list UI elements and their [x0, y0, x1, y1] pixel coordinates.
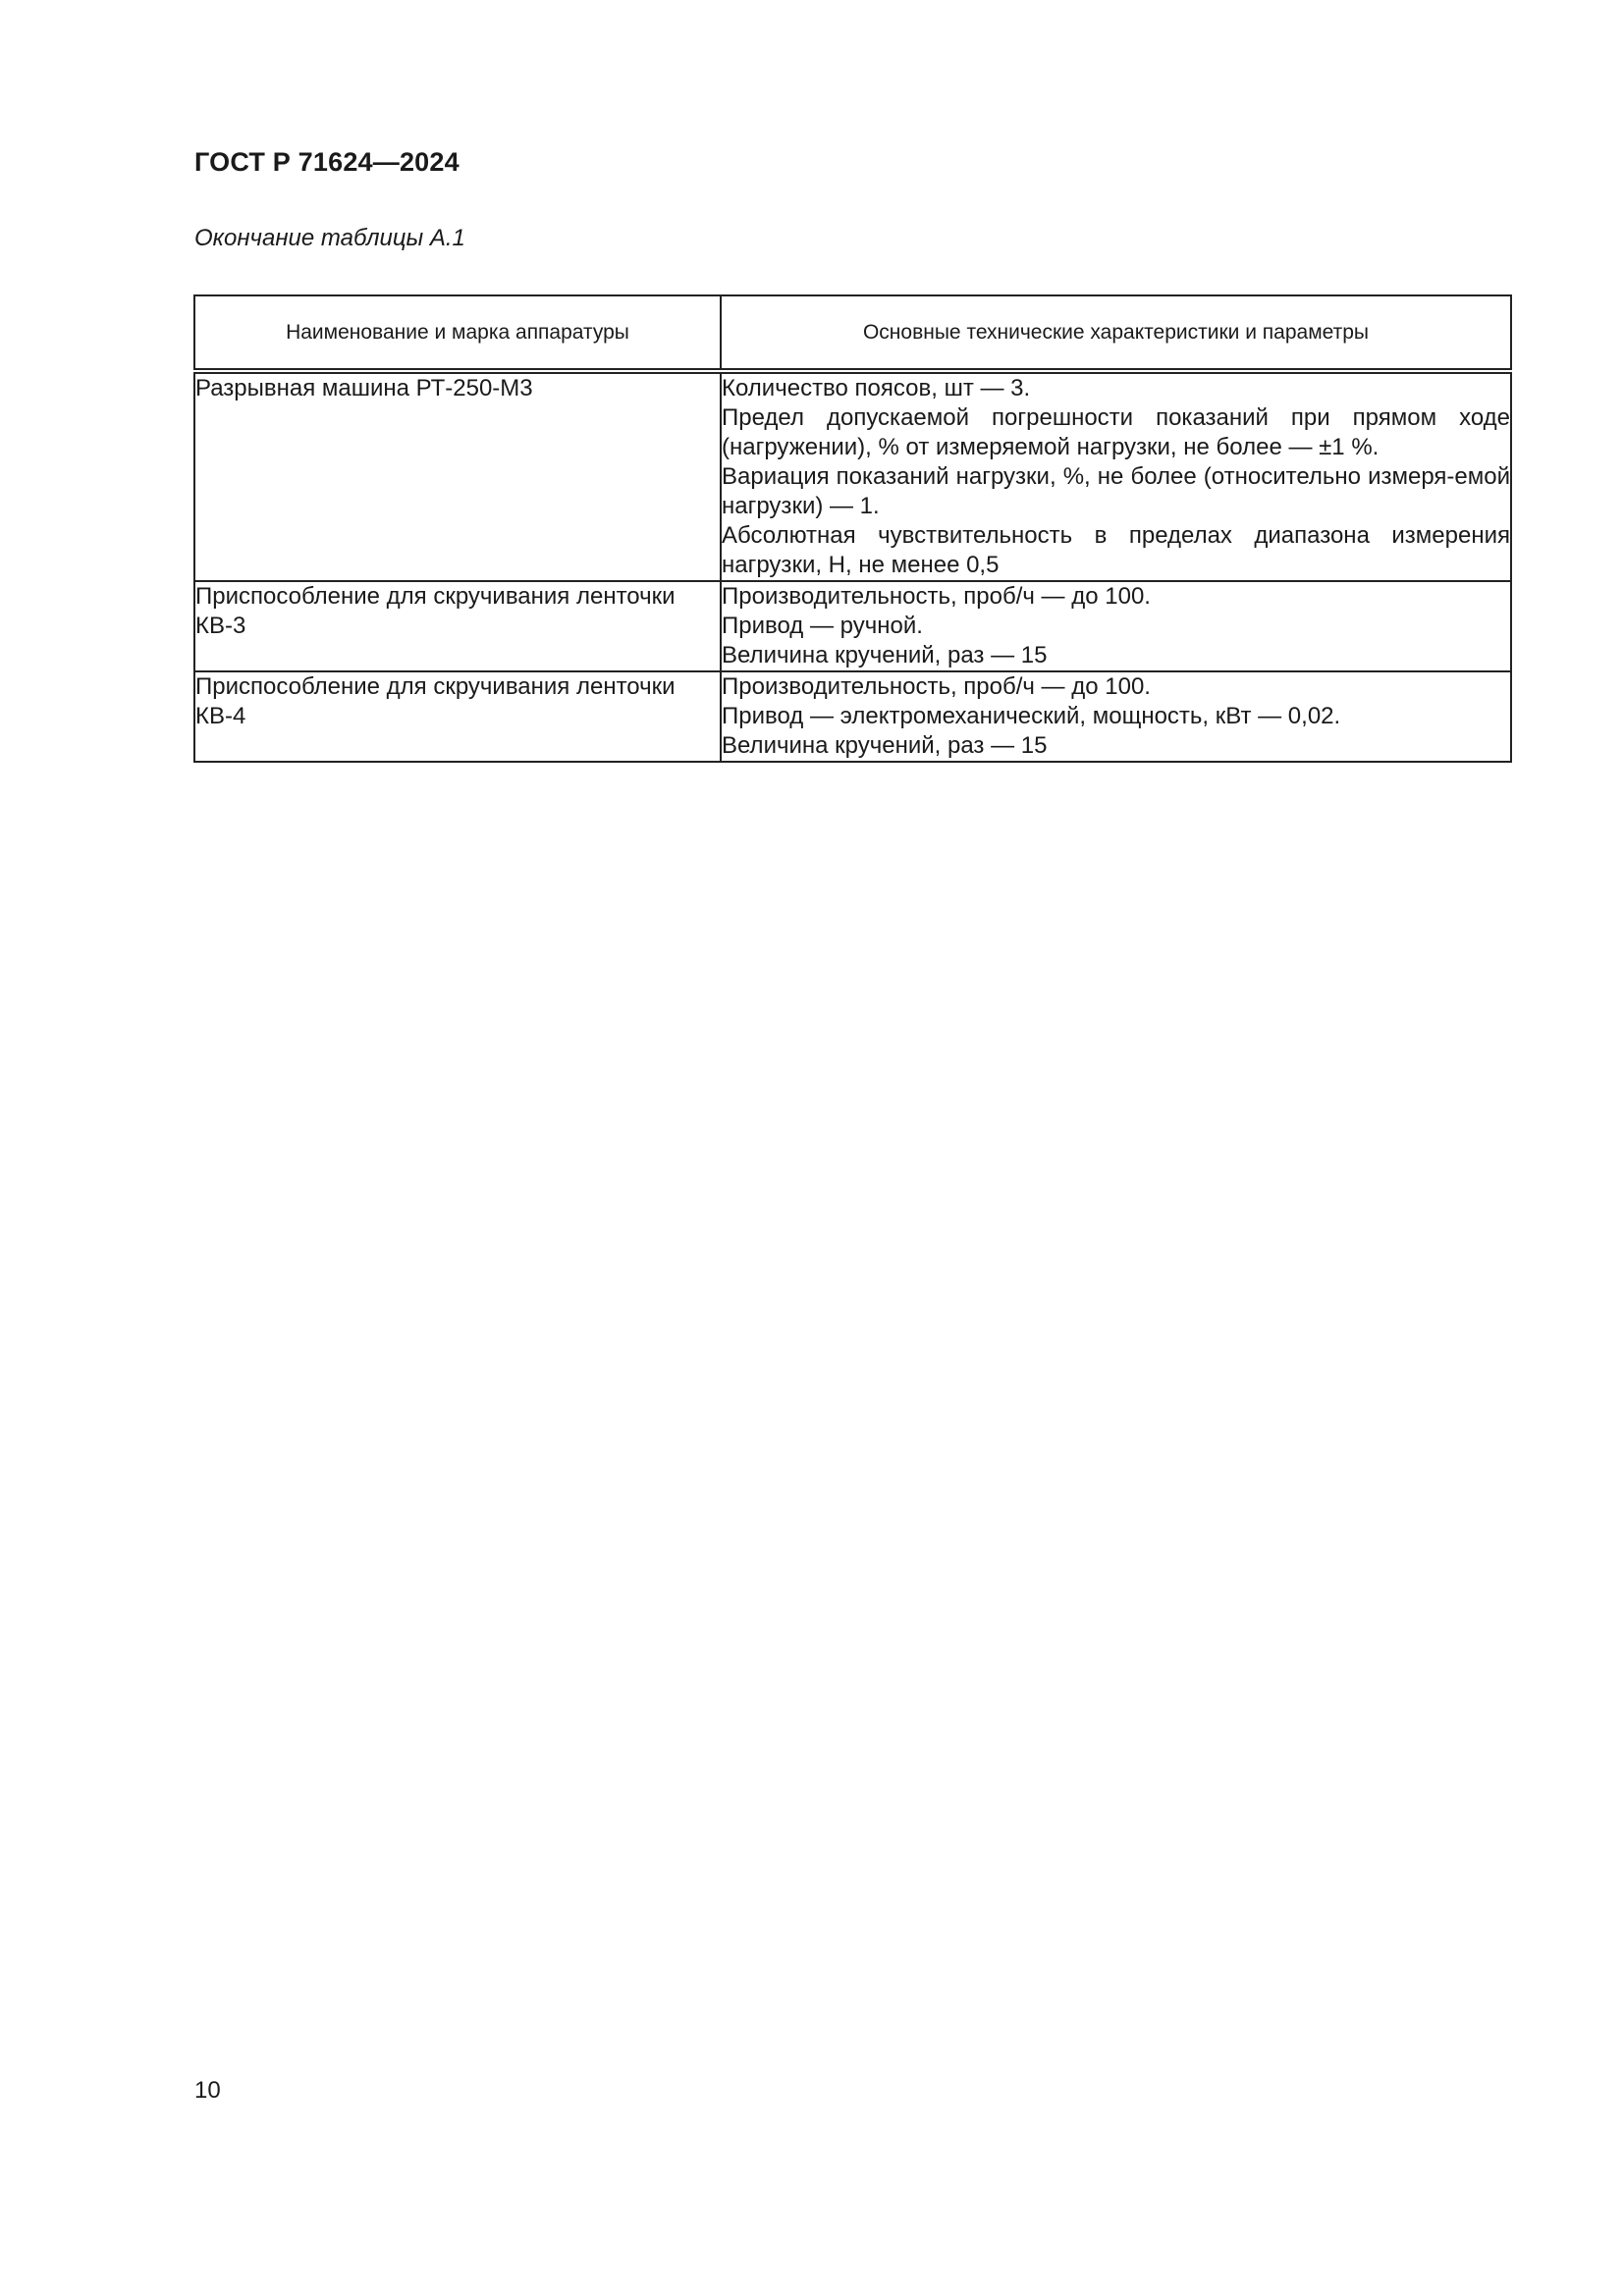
spec-line: Производительность, проб/ч — до 100.: [722, 583, 1151, 610]
table-row: [194, 371, 1511, 581]
equipment-name: Приспособление для скручивания ленточки КВ-4: [195, 673, 676, 729]
equipment-specs-cell: [721, 371, 1511, 581]
equipment-name-cell: [194, 671, 721, 762]
equipment-table: [193, 294, 1512, 763]
equipment-name-cell: [194, 581, 721, 671]
spec-line: Предел допускаемой погрешности показаний при прямом ходе (нагружении), % от измеряемой нагрузки, не более — ±1 %.: [722, 404, 1510, 460]
equipment-specs-cell: [721, 671, 1511, 762]
spec-line: Количество поясов, шт — 3.: [722, 375, 1031, 401]
table-row: [194, 581, 1511, 671]
spec-line: Вариация показаний нагрузки, %, не более (относительно измеря-емой нагрузки) — 1.: [722, 463, 1510, 519]
equipment-specs-cell: [721, 581, 1511, 671]
spec-line: Величина кручений, раз — 15: [722, 642, 1048, 668]
column-header-name: Наименование и марка аппаратуры: [194, 295, 721, 371]
spec-line: Абсолютная чувствительность в пределах диапазона измерения нагрузки, Н, не менее 0,5: [722, 522, 1510, 578]
spec-line: Привод — электромеханический, мощность, кВт — 0,02.: [722, 703, 1341, 729]
page-number: 10: [194, 2077, 221, 2104]
column-header-specs: Основные технические характеристики и параметры: [721, 295, 1511, 371]
equipment-name: Разрывная машина РТ-250-М3: [195, 375, 533, 401]
spec-line: Привод — ручной.: [722, 613, 923, 639]
table-caption: Окончание таблицы А.1: [194, 225, 465, 251]
equipment-name: Приспособление для скручивания ленточки КВ-3: [195, 583, 676, 639]
table-row: [194, 671, 1511, 762]
spec-line: Величина кручений, раз — 15: [722, 732, 1048, 759]
equipment-name-cell: [194, 371, 721, 581]
spec-line: Производительность, проб/ч — до 100.: [722, 673, 1151, 700]
document-header: ГОСТ Р 71624—2024: [194, 147, 460, 177]
table-header-row: [194, 295, 1511, 371]
